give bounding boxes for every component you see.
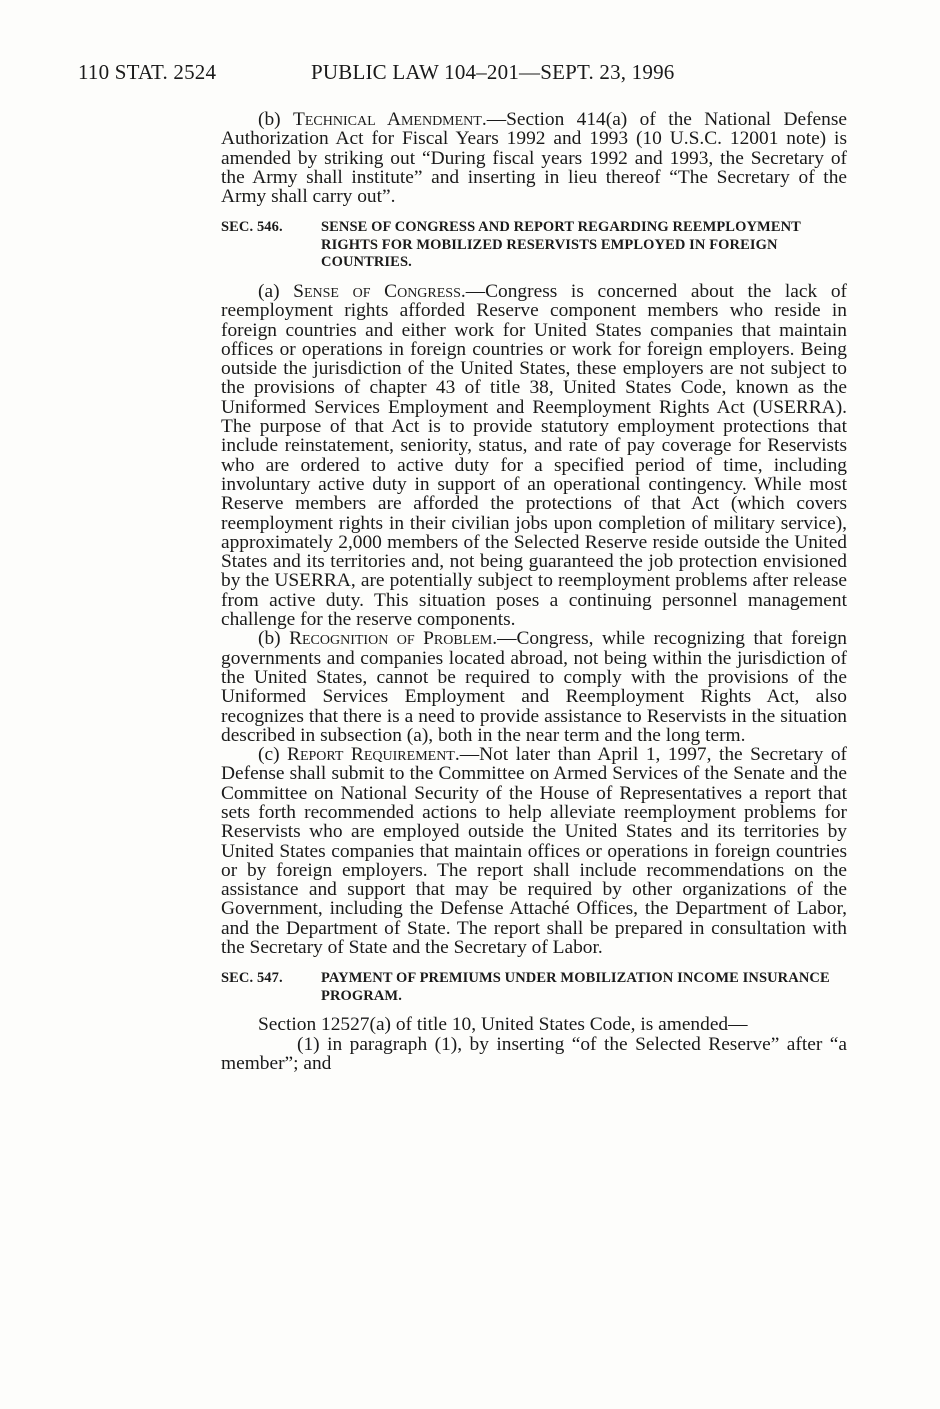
section-547-heading <box>221 970 847 1005</box>
law-citation: PUBLIC LAW 104–201—SEPT. 23, 1996 <box>311 60 675 84</box>
section-title: PAYMENT OF PREMIUMS UNDER MOBILIZATION INCOME INSURANCE PROGRAM. <box>321 970 830 1004</box>
subsection-a-paragraph <box>221 282 847 629</box>
section-546-heading <box>221 219 847 272</box>
section-547-intro: Section 12527(a) of title 10, United States Code, is amended— <box>258 1014 748 1036</box>
subsection-label: (b) <box>258 628 290 650</box>
subsection-text: .—Section 414(a) of the National Defense Authorization Act for Fiscal Years 1992 and 1993 (10 U.S.C. 12001 note) is amended by striking out “During fiscal years 1992 and 1993, the Secretary of the Army shall institute” and inserting in lieu thereof “The Secretary of the Army shall carry out”. <box>221 109 847 208</box>
subsection-label: (a) <box>258 280 294 302</box>
subsection-label: (c) <box>258 744 288 766</box>
section-number: SEC. 547. <box>221 970 283 987</box>
subsection-heading: Recognition of Problem <box>289 628 493 650</box>
subsection-heading: Report Requirement <box>287 744 455 766</box>
document-body <box>221 110 847 1073</box>
page-citation: 110 STAT. 2524 <box>78 60 217 84</box>
subsection-text: .—Not later than April 1, 1997, the Secretary of Defense shall submit to the Committee on Armed Services of the Senate and the Committee on National Security of the House of Representatives a report that sets forth recommended actions to help alleviate reemployment problems for Reservists who are employed outside the United States and its territories by United States companies that maintain offices or operations in foreign countries or by foreign employers. The report shall include recommendations on the assistance and support that may be required by other organizations of the Government, including the Defense Attaché Offices, the Department of Labor, and the Department of State. The report shall be prepared in consultation with the Secretary of State and the Secretary of Labor. <box>221 744 847 959</box>
section-number: SEC. 546. <box>221 219 283 236</box>
subsection-heading: Technical Amendment <box>293 109 482 130</box>
technical-amendment-paragraph <box>221 110 847 206</box>
subsection-label: (b) <box>258 109 294 130</box>
running-header <box>78 60 778 85</box>
section-title: SENSE OF CONGRESS AND REPORT REGARDING REEMPLOYMENT RIGHTS FOR MOBILIZED RESERVISTS EMPLOYED IN FOREIGN COUNTRIES. <box>321 219 801 271</box>
subsection-heading: Sense of Congress <box>293 280 461 302</box>
subsection-text: .—Congress is concerned about the lack of reemployment rights afforded Reserve component members who reside in foreign countries and either work for United States companies that maintain offices or operations in foreign countries or work for foreign employers. Being outside the jurisdiction of the United States, these employers are not subject to the provisions of chapter 43 of title 38, United States Code, known as the Uniformed Services Employment and Reemployment Rights Act (USERRA). The purpose of that Act is to provide statutory employment protections that include reinstatement, seniority, status, and rate of pay coverage for Reservists who are ordered to active duty for a specified period of time, including involuntary active duty in support of an operational contingency. While most Reserve members are afforded the protections of that Act (which covers reemployment rights in their civilian jobs upon completion of military service), approximately 2,000 members of the Selected Reserve reside outside the United States and its territories and, not being guaranteed the job protection envisioned by the USERRA, are potentially subject to reemployment problems after release from active duty. This situation poses a continuing personnel management challenge for the reserve components. <box>221 280 847 631</box>
subsection-text: .—Congress, while recognizing that foreign governments and companies located abroad, not being within the jurisdiction of the United States, cannot be required to comply with the provisions of the Uniformed Services Employment and Reemployment Rights Act, also recognizes that there is a need to provide assistance to Reservists in the situation described in subsection (a), both in the near term and the long term. <box>221 628 847 746</box>
subsection-b-paragraph <box>221 629 847 745</box>
subsection-c-paragraph <box>221 745 847 957</box>
section-547-paragraph-1: (1) in paragraph (1), by inserting “of the Selected Reserve” after “a member”; and <box>221 1033 847 1074</box>
